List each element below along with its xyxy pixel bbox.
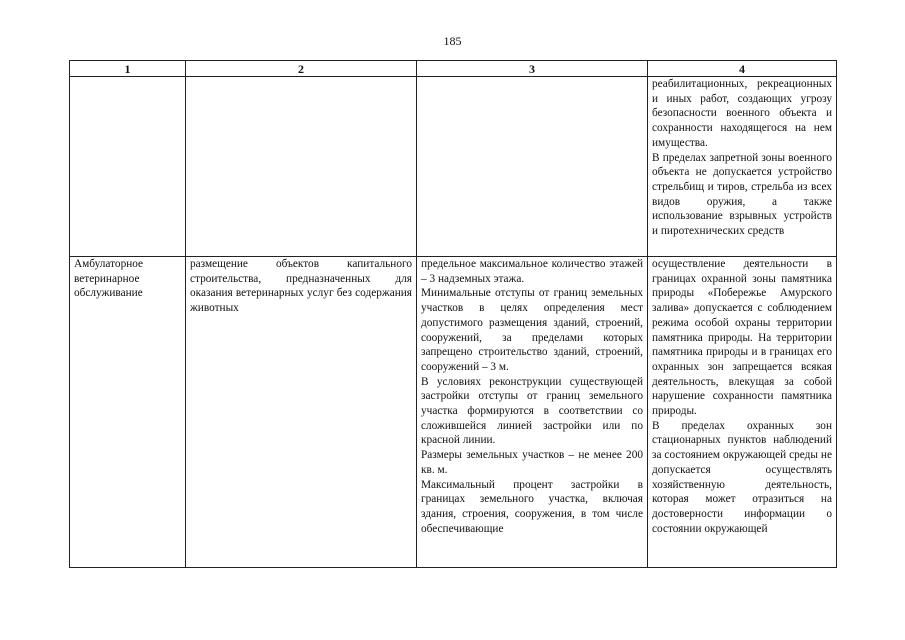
table-row [70,77,837,257]
column-header-4: 4 [648,61,837,77]
table-header-row [70,61,837,77]
cell-paragraph: Амбулаторное ветеринарное обслуживание [74,258,144,300]
table-row [70,257,837,568]
cell-paragraph: размещение объектов капитального строительства, предназначенных для оказания ветеринарных услуг без содержания животных [190,258,412,315]
cell-paragraph: Минимальные отступы от границ земельных участков в целях определения мест допустимого размещения зданий, строений, сооружений, за пределами которых запрещено строительство зданий, строений, сооружений – 3 м. [421,287,643,373]
column-header-2: 2 [186,61,417,77]
cell-paragraph: Размеры земельных участков – не менее 200 кв. м. [421,449,643,476]
cell-paragraph: В пределах запретной зоны военного объекта не допускается устройство стрельбищ и тиров, стрельба из всех видов оружия, а также использование взрывных устройств и пиротехнических средств [652,151,832,238]
cell-paragraph: предельное максимальное количество этажей – 3 надземных этажа. [421,258,643,285]
table-cell-3 [417,77,648,257]
cell-paragraph: Максимальный процент застройки в границах земельного участка, включая здания, строения, сооружения, в том числе обеспечивающие [421,478,643,535]
table-cell-3 [417,257,648,568]
column-header-1: 1 [70,61,186,77]
land-use-table [69,60,837,568]
table-cell-2 [186,77,417,257]
table-cell-4 [648,257,837,568]
cell-paragraph: В пределах охранных зон стационарных пунктов наблюдений за состоянием окружающей среды не допускается осуществлять хозяйственную деятельность, которая может отразиться на достоверности информации о состоянии окружающей [652,419,832,535]
column-header-3: 3 [417,61,648,77]
table-cell-1 [70,77,186,257]
table-cell-1 [70,257,186,568]
cell-paragraph: В условиях реконструкции существующей застройки отступы от границ земельного участка формируются в соответствии со сложившейся линией застройки или по красной линии. [421,375,643,447]
table-cell-2 [186,257,417,568]
cell-paragraph: осуществление деятельности в границах охранной зоны памятника природы «Побережье Амурского залива» допускается с соблюдением режима особой охраны территории памятника природы. На территории памятника природы и в границах его охранных зон запрещается всякая деятельность, влекущая за собой нарушение сохранности памятника природы. [652,258,832,418]
page-number: 185 [443,34,462,48]
table-cell-4 [648,77,837,257]
cell-paragraph: реабилитационных, рекреационных и иных работ, создающих угрозу безопасности военного объекта и сохранности находящегося на нем имущества. [652,78,832,149]
